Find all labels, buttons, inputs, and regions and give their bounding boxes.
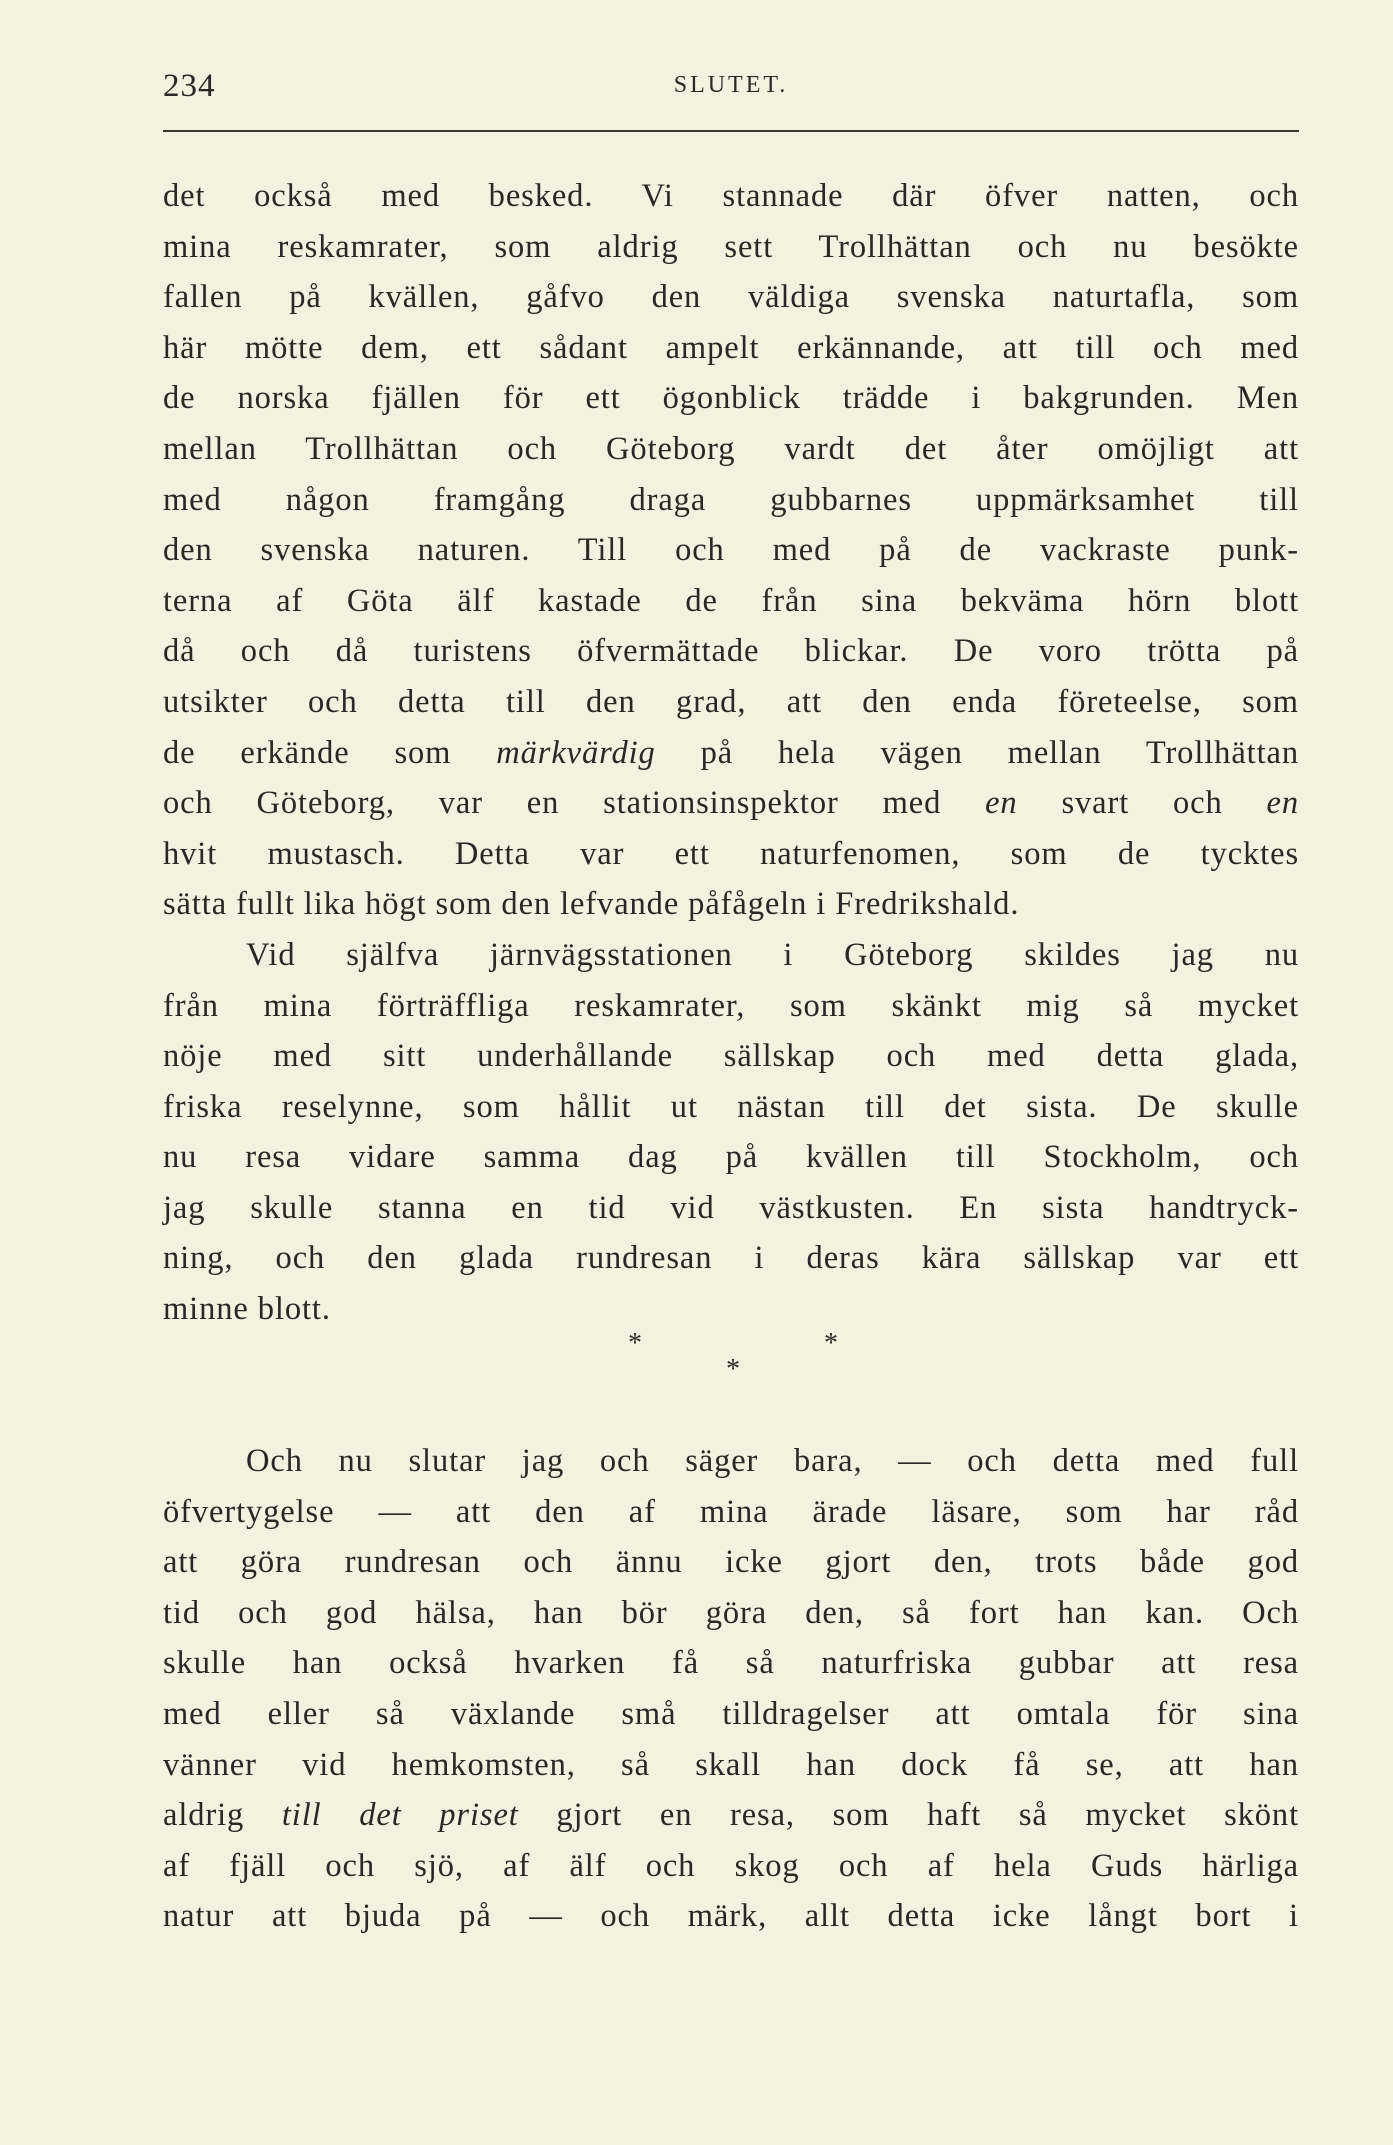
text-block-lower bbox=[163, 1436, 1299, 1942]
text-line: jag skulle stanna en tid vid västkusten. En sista handtryck- bbox=[163, 1189, 1299, 1226]
italic-emphasis: märkvärdig bbox=[496, 734, 656, 771]
running-head bbox=[163, 64, 1299, 116]
text-line: vänner vid hemkomsten, så skall han dock få se, att han bbox=[163, 1746, 1299, 1783]
text-line: från mina förträffliga reskamrater, som skänkt mig så mycket bbox=[163, 987, 1299, 1024]
text-line: de norska fjällen för ett ögonblick trädde i bakgrunden. Men bbox=[163, 380, 1299, 417]
text-line: natur att bjuda på — och märk, allt detta icke långt bort i bbox=[163, 1898, 1299, 1935]
italic-emphasis: till det priset bbox=[281, 1797, 519, 1834]
asterism-star: * bbox=[824, 1328, 838, 1359]
text-line: utsikter och detta till den grad, att den enda företeelse, som bbox=[163, 683, 1299, 720]
text-line: den svenska naturen. Till och med på de vackraste punk- bbox=[163, 532, 1299, 569]
text-line: sätta fullt lika högt som den lefvande påfågeln i Fredrikshald. bbox=[163, 886, 1020, 923]
text-line: Och nu slutar jag och säger bara, — och detta med full bbox=[246, 1443, 1299, 1479]
header-rule bbox=[163, 130, 1299, 132]
text-line: och Göteborg, var en stationsinspektor med en svart och en bbox=[163, 785, 1299, 822]
asterism-star: * bbox=[726, 1354, 740, 1385]
text-line: här mötte dem, ett sådant ampelt erkännande, att till och med bbox=[163, 329, 1299, 366]
text-line: tid och god hälsa, han bör göra den, så fort han kan. Och bbox=[163, 1594, 1299, 1631]
text-line: ning, och den glada rundresan i deras kära sällskap var ett bbox=[163, 1240, 1299, 1277]
text-line: med någon framgång draga gubbarnes uppmärksamhet till bbox=[163, 481, 1299, 518]
text-line: af fjäll och sjö, af älf och skog och af hela Guds härliga bbox=[163, 1847, 1299, 1884]
text-line: skulle han också hvarken få så naturfriska gubbar att resa bbox=[163, 1645, 1299, 1682]
text-line: det också med besked. Vi stannade där öfver natten, och bbox=[163, 178, 1299, 214]
italic-emphasis: en bbox=[985, 785, 1018, 822]
text-line: nöje med sitt underhållande sällskap och med detta glada, bbox=[163, 1038, 1299, 1075]
text-line: friska reselynne, som hållit ut nästan till det sista. De skulle bbox=[163, 1088, 1299, 1125]
text-line: mina reskamrater, som aldrig sett Trollhättan och nu besökte bbox=[163, 228, 1299, 265]
text-line: de erkände som märkvärdig på hela vägen mellan Trollhättan bbox=[163, 734, 1299, 771]
paragraph-2 bbox=[163, 930, 1299, 1335]
italic-emphasis: en bbox=[1266, 785, 1299, 822]
text-line: då och då turistens öfvermättade blickar. De voro trötta på bbox=[163, 633, 1299, 670]
text-line: aldrig till det priset gjort en resa, som haft så mycket skönt bbox=[163, 1797, 1300, 1834]
page-number: 234 bbox=[163, 68, 216, 104]
text-line: att göra rundresan och ännu icke gjort den, trots både god bbox=[163, 1544, 1299, 1581]
text-line: hvit mustasch. Detta var ett naturfenomen, som de tycktes bbox=[163, 835, 1299, 872]
text-line: nu resa vidare samma dag på kvällen till Stockholm, och bbox=[163, 1139, 1299, 1176]
text-line: Vid själfva järnvägsstationen i Göteborg skildes jag nu bbox=[246, 936, 1299, 973]
text-block-upper bbox=[163, 171, 1299, 1335]
paragraph-3 bbox=[163, 1436, 1299, 1942]
text-line: fallen på kvällen, gåfvo den väldiga svenska naturtafla, som bbox=[163, 279, 1299, 316]
text-line: öfvertygelse — att den af mina ärade läsare, som har råd bbox=[163, 1493, 1299, 1530]
text-line: minne blott. bbox=[163, 1291, 331, 1328]
text-line: med eller så växlande små tilldragelser att omtala för sina bbox=[163, 1695, 1299, 1732]
text-line: terna af Göta älf kastade de från sina bekväma hörn blott bbox=[163, 582, 1299, 619]
text-line: mellan Trollhättan och Göteborg vardt det åter omöjligt att bbox=[163, 430, 1299, 467]
chapter-title: SLUTET. bbox=[673, 72, 789, 98]
paragraph-1 bbox=[163, 171, 1299, 930]
asterism-star: * bbox=[628, 1328, 642, 1359]
